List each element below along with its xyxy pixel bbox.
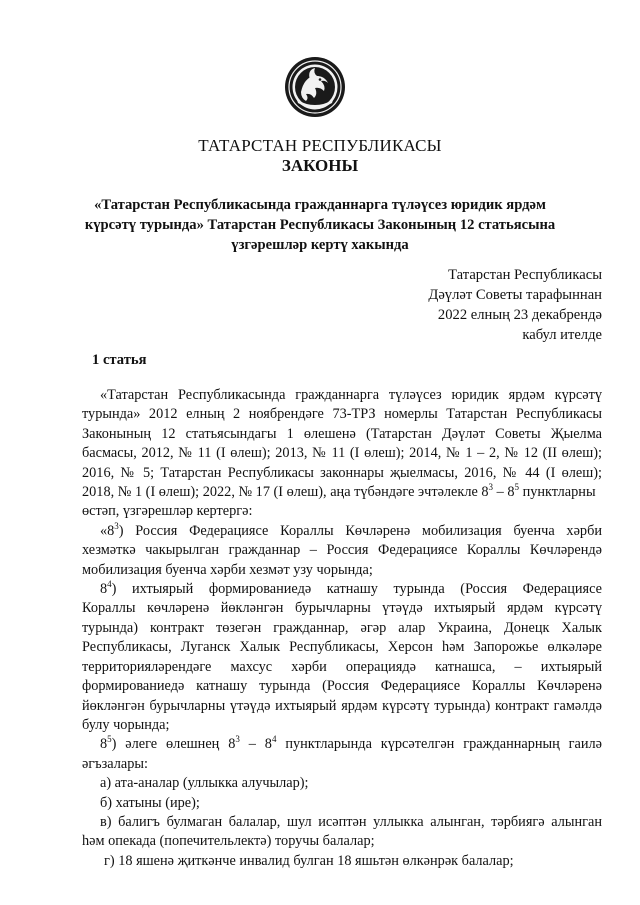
adoption-line: Татарстан Республикасы — [448, 267, 602, 283]
adoption-line: 2022 елның 23 декабрендә — [437, 307, 602, 323]
item-8-4-line: йөкләнгән бурычларны үтәүдә ихтыярый ярдәм күрсәтү турында) контракт гамәлдә — [82, 697, 602, 714]
intro-line: басмасы, 2012, № 11 (I өлеш); 2013, № 11 (I өлеш); 2014, № 1 – 2, № 12 (II өлеш); — [82, 445, 602, 462]
intro-text: пунктларны — [519, 484, 596, 501]
document-type: ЗАКОНЫ — [281, 156, 359, 175]
item-8-3-line: мобилизация буенча хәрби хезмәт узу чорында; — [82, 561, 373, 578]
subitem-a: а) ата-аналар (уллыкка алучылар); — [100, 775, 309, 792]
intro-line: өстәп, үзгәрешләр кертергә: — [82, 503, 253, 520]
subitem-v: в) балигъ булмаган балалар, шул исәптән уллыкка алынган, тәрбиягә алынган — [100, 813, 602, 830]
item-number: 8 — [100, 581, 108, 598]
item-number: 8 — [100, 736, 108, 753]
superscript: 5 — [107, 734, 112, 745]
item-8-4-line: булу чорында; — [82, 716, 170, 733]
adoption-line: кабул ителде — [522, 327, 602, 343]
item-8-4-line: Республикасы, Луганск Халык Республикасы, Херсон һәм Запорожье өлкәләре — [82, 639, 602, 656]
item-text: ) ихтыярый формированиедә катнашу турында (Россия Федерациясе — [111, 581, 602, 598]
title-line: күрсәтү турында» Татарстан Республикасы Законының 12 статьясына — [84, 217, 556, 233]
item-text: – 8 — [239, 736, 272, 753]
item-text: ) әлеге өлешнең 8 — [111, 736, 236, 753]
item-8-5-line: әгъзалары: — [82, 755, 148, 772]
title-line: үзгәрешләр кертү хакында — [231, 237, 409, 253]
item-text: ) Россия Федерациясе Кораллы Көчләренә мобилизация буенча хәрби — [118, 522, 602, 539]
subitem-v-continued: һәм опекада (попечительлектә) торучы балалар; — [82, 833, 375, 850]
title-line: «Татарстан Республикасында гражданнарга түләүсез юридик ярдәм — [94, 197, 546, 213]
superscript: 4 — [271, 734, 277, 745]
item-8-3-line — [82, 522, 602, 541]
item-8-4-line — [82, 580, 602, 599]
intro-line: турында» 2012 елның 2 ноябрендәге 73-ТРЗ номерлы Татарстан Республикасы — [82, 406, 602, 423]
adoption-note — [428, 265, 602, 345]
superscript: 3 — [488, 482, 494, 493]
superscript: 3 — [114, 521, 119, 532]
adoption-line: Дәүләт Советы тарафыннан — [428, 287, 602, 303]
item-8-4-line: Кораллы көчләренә йөкләнгән бурычларны үтәүдә ихтыярый ярдәм күрсәтү — [82, 600, 602, 617]
superscript: 5 — [514, 482, 519, 493]
intro-text: 2018, № 1 (I өлеш); 2022, № 17 (I өлеш), аңа түбәндәге эчтәлекле 8 — [82, 484, 489, 501]
item-8-4-line: территорияләрендәге махсус хәрби операциядә катнашса, – ихтыярый — [82, 658, 602, 675]
article-heading: 1 статья — [92, 352, 147, 368]
state-name: ТАТАРСТАН РЕСПУБЛИКАСЫ — [198, 136, 442, 155]
item-8-4-line: формированиедә катнашу турында (Россия Федерациясе Кораллы Көчләренә — [82, 678, 602, 695]
law-title — [0, 195, 640, 255]
superscript: 3 — [235, 734, 240, 745]
item-text: пунктларында күрсәтелгән гражданнарның гаилә — [276, 736, 603, 753]
intro-text: – 8 — [493, 484, 515, 501]
article-body — [82, 386, 602, 871]
intro-line: «Татарстан Республикасында гражданнарга түләүсез юридик ярдәм күрсәтү — [100, 387, 602, 403]
superscript: 4 — [107, 579, 112, 590]
subitem-b: б) хатыны (ире); — [100, 794, 200, 811]
subitem-g: г) 18 яшенә җиткәнче инвалид булган 18 яшьтән өлкәнрәк балалар; — [104, 852, 514, 869]
intro-line: 2016, № 5; Татарстан Республикасы законнары җыелмасы, 2016, № 44 (I өлеш); — [82, 464, 602, 481]
intro-line — [82, 483, 602, 502]
item-number: «8 — [100, 522, 115, 539]
item-8-5-line — [82, 735, 602, 754]
coat-of-arms-icon — [284, 56, 346, 118]
item-8-4-line: турында) контракт төзегән гражданнар, әгәр алар Украина, Донецк Халык — [82, 619, 602, 636]
item-8-3-line: хезмәткә чакырылган гражданнар – Россия Федерациясе Кораллы Көчләрендә — [82, 542, 602, 559]
intro-line: Законының 12 статьясындагы 1 өлешенә (Татарстан Дәүләт Советы Җыелма — [82, 425, 602, 442]
